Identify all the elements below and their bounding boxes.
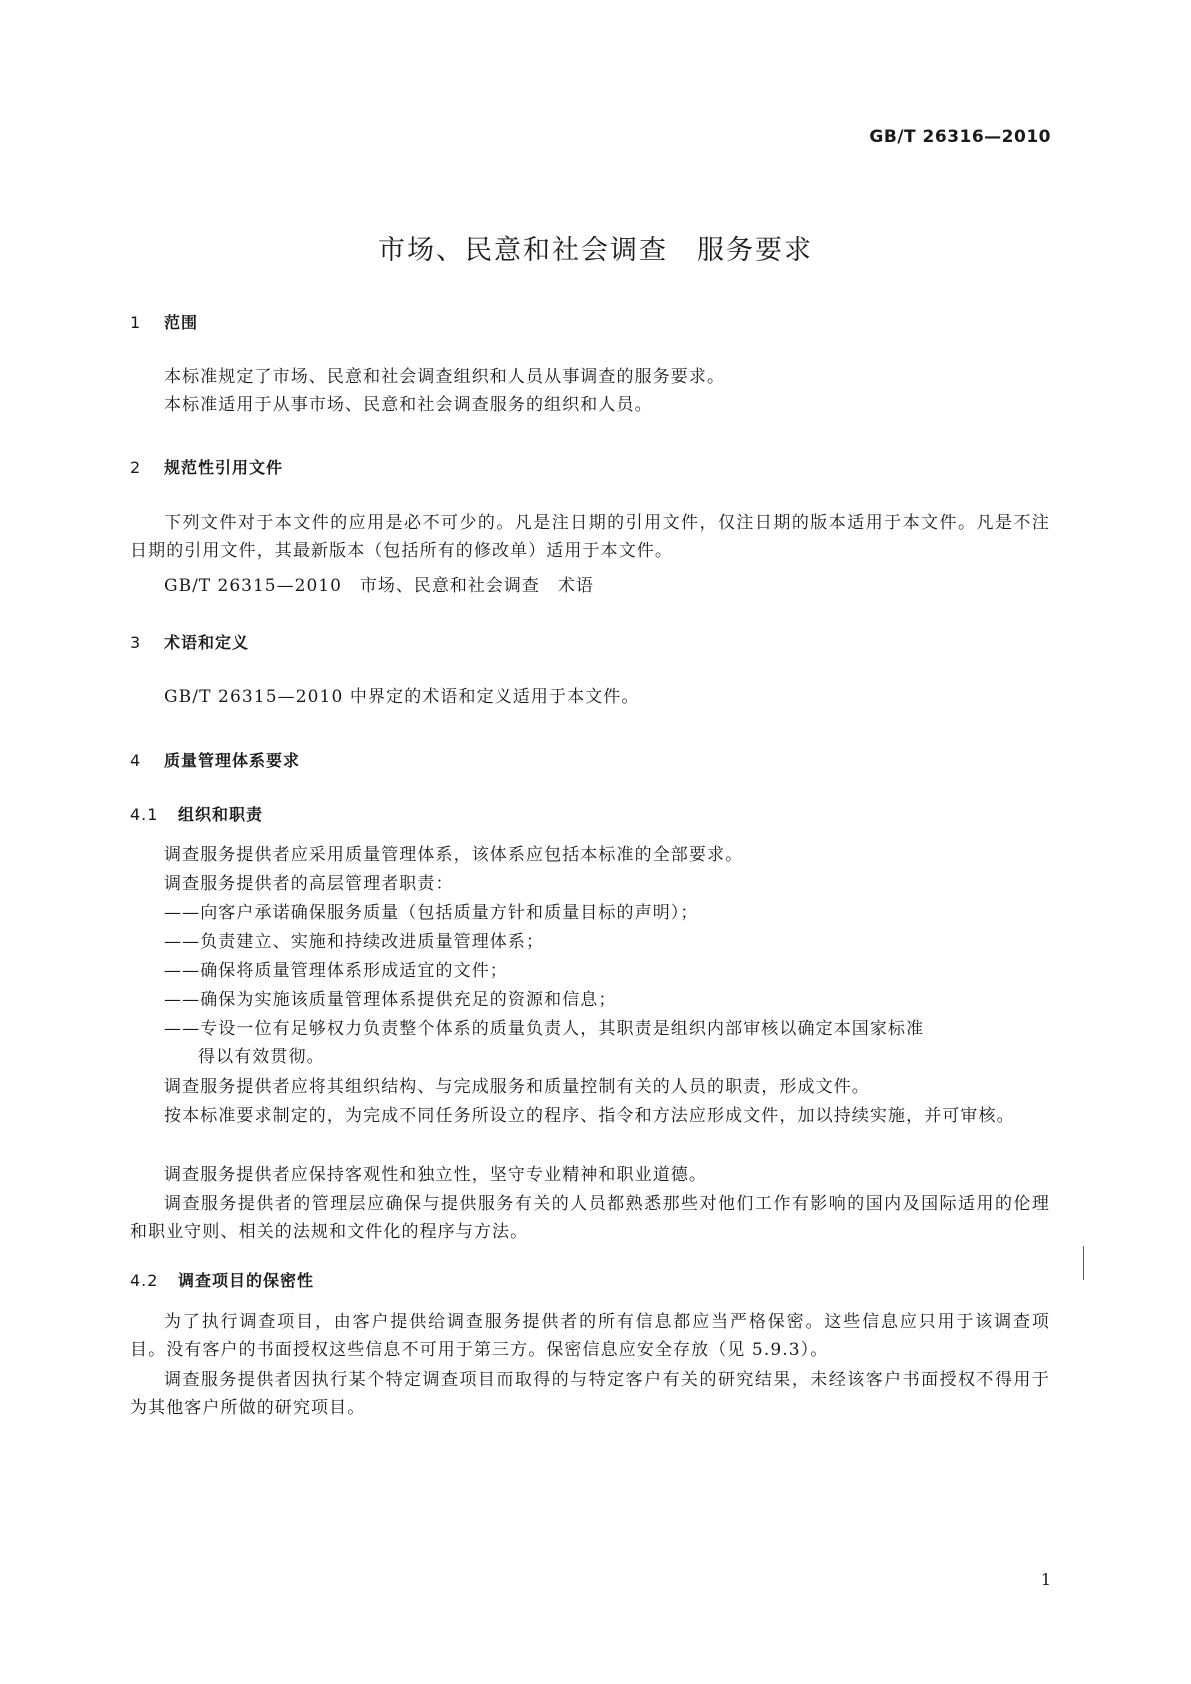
section-1-heading: [130, 310, 198, 333]
normative-reference: GB/T 26315—2010 市场、民意和社会调查 术语: [164, 576, 594, 596]
section-title: 术语和定义: [164, 633, 250, 652]
list-item: ——向客户承诺确保服务质量（包括质量方针和质量目标的声明）；: [164, 903, 699, 923]
section-title: 调查项目的保密性: [178, 1271, 315, 1290]
section-4-1-paragraph-4: 按本标准要求制定的，为完成不同任务所设立的程序、指令和方法应形成文件，加以持续实施，并可审核。: [164, 1106, 1015, 1126]
section-1-paragraph-1: 本标准规定了市场、民意和社会调查组织和人员从事调查的服务要求。: [164, 367, 726, 387]
section-1-paragraph-2: 本标准适用于从事市场、民意和社会调查服务的组织和人员。: [164, 395, 653, 415]
section-number: 2: [130, 458, 142, 477]
section-number: 1: [130, 313, 142, 332]
section-4-heading: [130, 748, 300, 771]
section-4-1-heading: [130, 802, 263, 825]
section-4-1-paragraph-2: 调查服务提供者的高层管理者职责：: [164, 874, 454, 894]
section-title: 规范性引用文件: [164, 458, 284, 477]
section-4-1-paragraph-5: 调查服务提供者应保持客观性和独立性，坚守专业精神和职业道德。: [164, 1165, 707, 1185]
section-2-paragraph-1: 下列文件对于本文件的应用是必不可少的。凡是注日期的引用文件，仅注日期的版本适用于本文件。凡是不注日期的引用文件，其最新版本（包括所有的修改单）适用于本文件。: [130, 513, 1050, 561]
revision-margin-bar: [1083, 1246, 1084, 1280]
list-item: ——确保将质量管理体系形成适宜的文件；: [164, 961, 508, 981]
list-item-continuation: 得以有效贯彻。: [198, 1046, 325, 1067]
section-4-1-paragraph-6: 调查服务提供者的管理层应确保与提供服务有关的人员都熟悉那些对他们工作有影响的国内及国际适用的伦理和职业守则、相关的法规和文件化的程序与方法。: [130, 1194, 1050, 1242]
section-number: 4.2: [130, 1271, 159, 1290]
section-number: 4: [130, 751, 142, 770]
section-title: 质量管理体系要求: [164, 751, 301, 770]
section-2-heading: [130, 455, 283, 478]
document-title: 市场、民意和社会调查 服务要求: [378, 235, 813, 266]
section-4-1-paragraph-1: 调查服务提供者应采用质量管理体系，该体系应包括本标准的全部要求。: [164, 845, 744, 865]
section-3-paragraph-1: GB/T 26315—2010 中界定的术语和定义适用于本文件。: [164, 687, 640, 707]
section-number: 4.1: [130, 805, 159, 824]
section-3-heading: [130, 630, 249, 653]
list-item-text: ——专设一位有足够权力负责整个体系的质量负责人，其职责是组织内部审核以确定本国家标准: [164, 1019, 925, 1039]
section-number: 3: [130, 633, 142, 652]
section-4-2-heading: [130, 1268, 314, 1291]
list-item: ——确保为实施该质量管理体系提供充足的资源和信息；: [164, 990, 617, 1010]
standard-code: GB/T 26316—2010: [869, 127, 1051, 147]
section-title: 组织和职责: [178, 805, 264, 824]
list-item: [164, 1016, 1050, 1071]
page-number: 1: [1040, 1570, 1051, 1589]
section-title: 范围: [164, 313, 199, 332]
section-4-1-paragraph-3: 调查服务提供者应将其组织结构、与完成服务和质量控制有关的人员的职责，形成文件。: [164, 1077, 870, 1097]
section-4-2-paragraph-1: 为了执行调查项目，由客户提供给调查服务提供者的所有信息都应当严格保密。这些信息应只用于该调查项目。没有客户的书面授权这些信息不可用于第三方。保密信息应安全存放（见 5.9.3）。: [130, 1312, 1050, 1360]
list-item: ——负责建立、实施和持续改进质量管理体系；: [164, 932, 545, 952]
section-4-2-paragraph-2: 调查服务提供者因执行某个特定调查项目而取得的与特定客户有关的研究结果，未经该客户书面授权不得用于为其他客户所做的研究项目。: [130, 1370, 1050, 1418]
